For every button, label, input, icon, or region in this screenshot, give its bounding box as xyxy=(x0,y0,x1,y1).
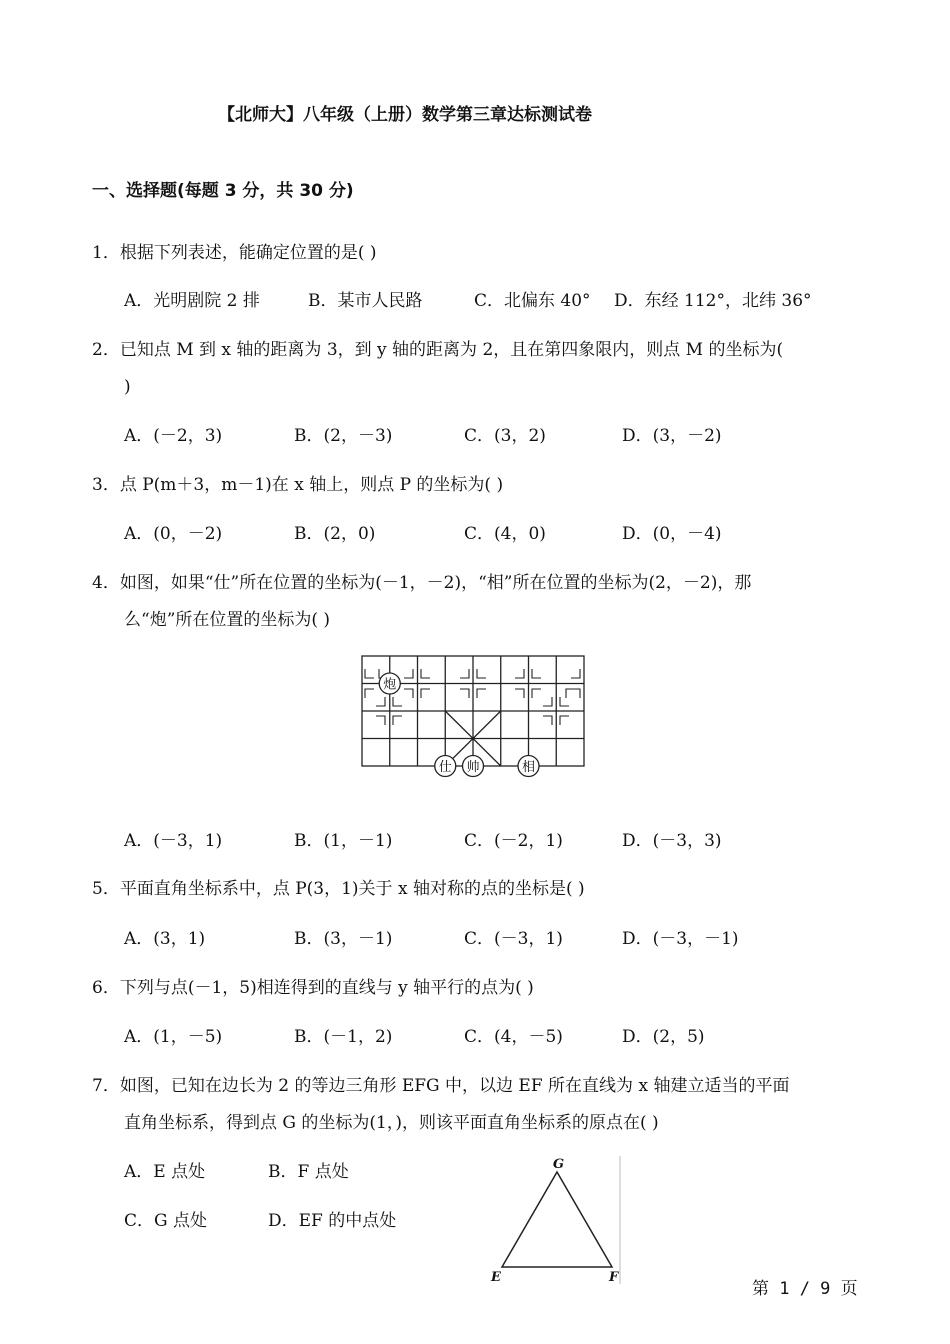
question-3-stem: 3．点 P(m＋3，m－1)在 x 轴上，则点 P 的坐标为( ) xyxy=(92,475,504,495)
q2-option-c: C．(3，2) xyxy=(464,426,546,446)
q1-option-a: A．光明剧院 2 排 xyxy=(124,291,260,311)
chessboard-figure xyxy=(355,650,590,780)
q6-option-b: B．(－1，2) xyxy=(294,1027,393,1047)
question-7-stem-line2: 直角坐标系，得到点 G 的坐标为(1，)，则该平面直角坐标系的原点在( ) xyxy=(124,1113,659,1133)
q1-option-d: D．东经 112°，北纬 36° xyxy=(614,291,812,311)
svg-text:炮: 炮 xyxy=(383,677,397,693)
q2-option-a: A．(－2，3) xyxy=(124,426,223,446)
q4-option-b: B．(1，－1) xyxy=(294,831,393,851)
question-4-stem-line2: 么“炮”所在位置的坐标为( ) xyxy=(124,610,331,630)
page-title: 【北师大】八年级（上册）数学第三章达标测试卷 xyxy=(218,105,592,125)
q6-option-d: D．(2，5) xyxy=(622,1027,705,1047)
q4-option-a: A．(－3，1) xyxy=(124,831,223,851)
question-4-stem-line1: 4．如图，如果“仕”所在位置的坐标为(－1，－2)，“相”所在位置的坐标为(2，－2)，那 xyxy=(92,573,752,593)
q2-option-d: D．(3，－2) xyxy=(622,426,722,446)
q5-option-a: A．(3，1) xyxy=(124,929,206,949)
q3-option-d: D．(0，－4) xyxy=(622,524,722,544)
vertex-label-g: G xyxy=(553,1157,565,1172)
q1-option-b: B．某市人民路 xyxy=(308,291,423,311)
question-2-stem-line1: 2．已知点 M 到 x 轴的距离为 3，到 y 轴的距离为 2，且在第四象限内，则点 M 的坐标为( xyxy=(92,340,784,360)
svg-text:帅: 帅 xyxy=(466,760,480,775)
triangle-figure xyxy=(485,1150,630,1290)
section-heading: 一、选择题(每题 3 分，共 30 分) xyxy=(92,181,354,201)
q6-option-c: C．(4，－5) xyxy=(464,1027,563,1047)
question-7-stem-line1: 7．如图，已知在边长为 2 的等边三角形 EFG 中，以边 EF 所在直线为 x 轴建立适当的平面 xyxy=(92,1076,790,1096)
svg-text:相: 相 xyxy=(521,760,536,775)
piece-shuai xyxy=(463,756,484,777)
svg-text:仕: 仕 xyxy=(438,760,452,775)
question-2-stem-line2: ) xyxy=(124,377,131,397)
q7-option-b: B．F 点处 xyxy=(268,1162,349,1182)
q5-option-d: D．(－3，－1) xyxy=(622,929,739,949)
q3-option-c: C．(4，0) xyxy=(464,524,546,544)
q7-option-d: D．EF 的中点处 xyxy=(268,1211,397,1231)
q7-option-c: C．G 点处 xyxy=(124,1211,207,1231)
q3-option-a: A．(0，－2) xyxy=(124,524,223,544)
vertex-label-e: E xyxy=(491,1270,501,1285)
q1-option-c: C．北偏东 40° xyxy=(474,291,591,311)
piece-pao xyxy=(379,673,400,694)
q2-option-b: B．(2，－3) xyxy=(294,426,393,446)
q5-option-c: C．(－3，1) xyxy=(464,929,563,949)
q5-option-b: B．(3，－1) xyxy=(294,929,393,949)
piece-shi xyxy=(435,756,456,777)
question-1-stem: 1．根据下列表述，能确定位置的是( ) xyxy=(92,243,377,263)
vertex-label-f: F xyxy=(609,1270,619,1285)
q7-option-a: A．E 点处 xyxy=(124,1162,206,1182)
page-footer: 第 1 / 9 页 xyxy=(752,1279,858,1299)
q4-option-c: C．(－2，1) xyxy=(464,831,563,851)
question-5-stem: 5．平面直角坐标系中，点 P(3，1)关于 x 轴对称的点的坐标是( ) xyxy=(92,879,585,899)
question-6-stem: 6．下列与点(－1，5)相连得到的直线与 y 轴平行的点为( ) xyxy=(92,978,534,998)
q6-option-a: A．(1，－5) xyxy=(124,1027,223,1047)
q4-option-d: D．(－3，3) xyxy=(622,831,722,851)
q3-option-b: B．(2，0) xyxy=(294,524,376,544)
piece-xiang xyxy=(518,756,539,777)
